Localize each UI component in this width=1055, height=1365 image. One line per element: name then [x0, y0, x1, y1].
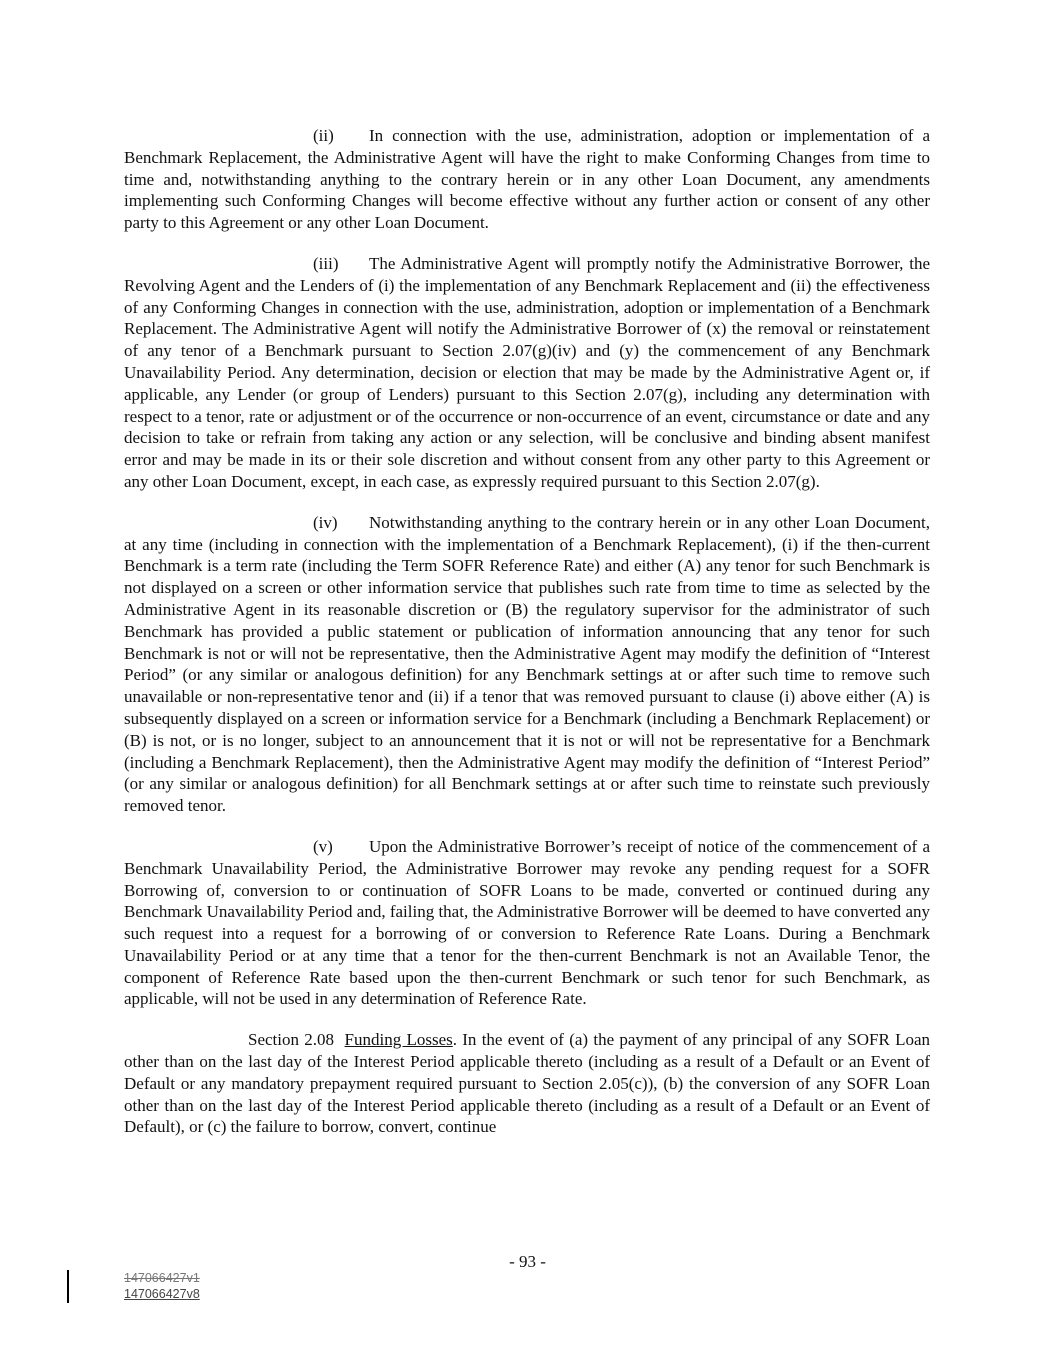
paragraph-ii	[124, 125, 930, 234]
paragraph-number: (iv)	[313, 512, 338, 532]
paragraph-text: Upon the Administrative Borrower’s receipt of notice of the commencement of a Benchmark Unavailability Period, the Administrative Borrower may revoke any pending request for a SOFR Borrowing of, conversion to or continuation of SOFR Loans to be made, converted or continued during any Benchmark Unavailability Period and, failing that, the Administrative Borrower will be deemed to have converted any such request into a request for a borrowing of or conversion to Reference Rate Loans. During a Benchmark Unavailability Period or at any time that a tenor for the then-current Benchmark is not an Available Tenor, the component of Reference Rate based upon the then-current Benchmark or such tenor for such Benchmark, as applicable, will not be used in any determination of Reference Rate.	[124, 836, 930, 1009]
section-title: Funding Losses	[344, 1030, 453, 1050]
paragraph-number: (ii)	[313, 126, 334, 145]
section-text: . In the event of (a) the payment of any principal of any SOFR Loan other than on the last day of the Interest Period applicable thereto (including as a result of a Default or an Event of Default or any mandatory prepayment required pursuant to Section 2.05(c)), (b) the conversion of any SOFR Loan other than on the last day of the Interest Period applicable thereto (including as a result of a Default or an Event of Default), or (c) the failure to borrow, convert, continue	[124, 1030, 931, 1137]
revision-change-bar	[67, 1270, 69, 1303]
section-label: Section 2.08	[248, 1030, 335, 1050]
document-body	[124, 125, 930, 1157]
paragraph-v	[124, 836, 930, 1010]
paragraph-iii	[124, 253, 930, 493]
document-id-block	[124, 1270, 200, 1302]
paragraph-text: The Administrative Agent will promptly notify the Administrative Borrower, the Revolving Agent and the Lenders of (i) the implementation of any Benchmark Replacement and (ii) the effectiveness of any Conforming Changes in connection with the use, administration, adoption or implementation of a Benchmark Replacement. The Administrative Agent will notify the Administrative Borrower of (x) the removal or reinstatement of any tenor of a Benchmark pursuant to Section 2.07(g)(iv) and (y) the commencement of any Benchmark Unavailability Period. Any determination, decision or election that may be made by the Administrative Agent or, if applicable, any Lender (or group of Lenders) pursuant to this Section 2.07(g), including any determination with respect to a tenor, rate or adjustment or of the occurrence or non-occurrence of an event, circumstance or date and any decision to take or refrain from taking any action or any selection, will be conclusive and binding absent manifest error and may be made in its or their sole discretion and without consent from any other party to this Agreement or any other Loan Document, except, in each case, as expressly required pursuant to this Section 2.07(g).	[124, 253, 930, 491]
document-id-old: 147066427v1	[124, 1271, 200, 1285]
paragraph-number: (v)	[313, 836, 333, 856]
paragraph-text: In connection with the use, administration, adoption or implementation of a Benchmark Replacement, the Administrative Agent will have the right to make Conforming Changes from time to time and, notwithstanding anything to the contrary herein or in any other Loan Document, any amendments implementing such Conforming Changes will become effective without any further action or consent of any other party to this Agreement or any other Loan Document.	[124, 126, 930, 233]
paragraph-text: Notwithstanding anything to the contrary herein or in any other Loan Document, at any time (including in connection with the implementation of a Benchmark Replacement), (i) if the then-current Benchmark is a term rate (including the Term SOFR Reference Rate) and either (A) any tenor for such Benchmark is not displayed on a screen or other information service that publishes such rate from time to time as selected by the Administrative Agent in its reasonable discretion or (B) the regulatory supervisor for the administrator of such Benchmark has provided a public statement or publication of information announcing that any tenor for such Benchmark is not or will not be representative, then the Administrative Agent may modify the definition of “Interest Period” (or any similar or analogous definition) for any Benchmark settings at or after such time to remove such unavailable or non-representative tenor and (ii) if a tenor that was removed pursuant to clause (i) above either (A) is subsequently displayed on a screen or information service for a Benchmark (including a Benchmark Replacement) or (B) is not, or is no longer, subject to an announcement that it is not or will not be representative for a Benchmark (including a Benchmark Replacement), then the Administrative Agent may modify the definition of “Interest Period” (or any similar or analogous definition) for all Benchmark settings at or after such time to reinstate such previously removed tenor.	[124, 512, 930, 816]
paragraph-number: (iii)	[313, 253, 339, 273]
paragraph-iv	[124, 512, 930, 817]
section-2-08	[124, 1029, 930, 1138]
page-number: - 93 -	[509, 1252, 546, 1271]
document-id-new: 147066427v8	[124, 1287, 200, 1301]
